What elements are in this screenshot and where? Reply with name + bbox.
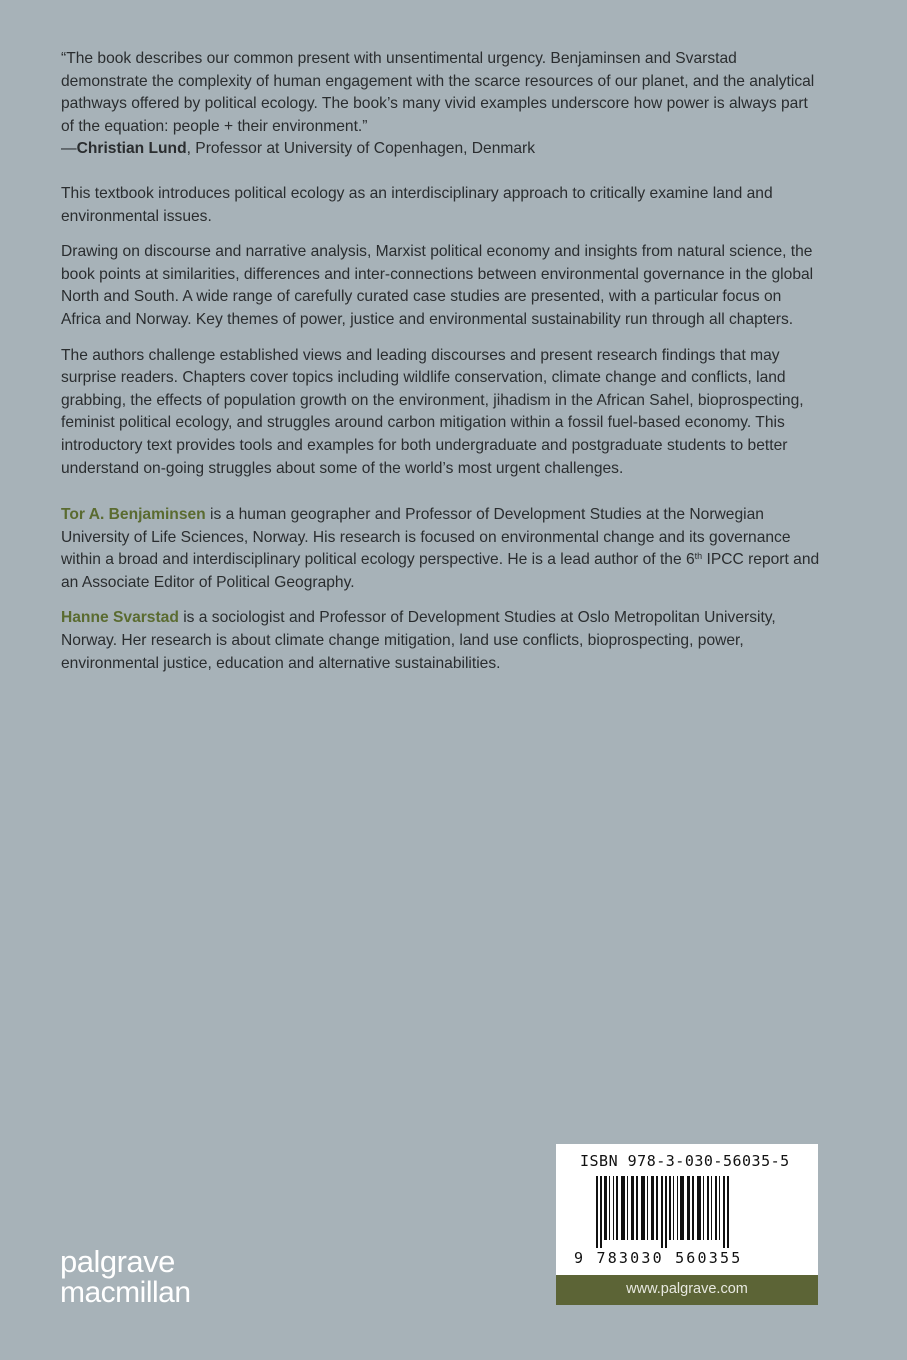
barcode-bar: [703, 1176, 704, 1240]
author-bio-2-text: is a sociologist and Professor of Development Studies at Oslo Metropolitan University, Norway. Her research is about climate change mitigation, land use conflicts, bioprospecting, power, environmental justice, education and alternative sustainabilities.: [61, 609, 776, 672]
barcode-bar: [621, 1176, 625, 1240]
description-paragraph-3: The authors challenge established views and leading discourses and present research findings that may surprise readers. Chapters cover topics including wildlife conservation, climate change and conflicts, land grabbing, the effects of population growth on the environment, jihadism in the African Sahel, bioprospecting, feminist political ecology, and struggles around carbon mitigation within a fossil fuel-based economy. This introductory text provides tools and examples for both undergraduate and postgraduate students to better understand on-going struggles about some of the world’s most urgent challenges.: [61, 346, 804, 477]
barcode-bar: [687, 1176, 690, 1240]
quote-attribution: [61, 138, 823, 161]
barcode-bar: [711, 1176, 712, 1240]
barcode-bar: [697, 1176, 701, 1240]
barcode-bar: [647, 1176, 648, 1240]
description-paragraph-1: This textbook introduces political ecology as an interdisciplinary approach to critically examine land and environmental issues.: [61, 184, 773, 225]
barcode-bar: [631, 1176, 634, 1240]
barcode-bar: [727, 1176, 729, 1248]
ordinal-suffix: th: [694, 551, 703, 562]
quote-dash: —: [61, 140, 77, 158]
barcode-bar: [692, 1176, 694, 1240]
barcode-bar: [609, 1176, 610, 1240]
isbn-number: ISBN 978-3-030-56035-5: [580, 1152, 790, 1170]
logo-line-2: macmillan: [60, 1276, 191, 1309]
barcode-bar: [596, 1176, 598, 1248]
author-bio-1-text: is a human geographer and Professor of Development Studies at the Norwegian University of Life Sciences, Norway. His research is focused on environmental change and its governance within a broad and interdisciplinary political ecology perspective. He is a lead author of the 6: [61, 506, 791, 569]
barcode-bars: [556, 1172, 818, 1250]
description-paragraph-2: Drawing on discourse and narrative analysis, Marxist political economy and insights from natural science, the book points at similarities, differences and inter-connections between environmental governance in the global North and South. A wide range of carefully curated case studies are presented, with a particular focus on Africa and Norway. Key themes of power, justice and environmental sustainability run through all chapters.: [61, 243, 814, 328]
barcode-bar: [680, 1176, 684, 1240]
barcode-bar: [665, 1176, 667, 1248]
barcode-bar: [651, 1176, 654, 1240]
barcode-bar: [627, 1176, 628, 1240]
author-name-1: Tor A. Benjaminsen: [61, 506, 206, 524]
author-bio-1-text-end: IPCC report and an Associate Editor of Political Geography.: [61, 551, 820, 591]
barcode-bar: [604, 1176, 607, 1240]
quote-author: Christian Lund: [76, 140, 187, 158]
barcode-bar: [669, 1176, 671, 1240]
barcode-bar: [715, 1176, 717, 1240]
publisher-website: www.palgrave.com: [556, 1275, 818, 1305]
author-name-2: Hanne Svarstad: [61, 609, 179, 627]
palgrave-macmillan-logo: [60, 1246, 191, 1308]
back-cover-text: [61, 48, 823, 688]
barcode-bar: [656, 1176, 658, 1240]
logo-line-1: palgrave: [60, 1244, 175, 1279]
barcode-bar: [636, 1176, 638, 1240]
barcode-bar: [641, 1176, 645, 1240]
barcode-bar: [673, 1176, 674, 1240]
barcode-bar: [616, 1176, 618, 1240]
endorsement-quote: [61, 48, 823, 161]
author-bio-1: [61, 504, 823, 594]
barcode-bar: [719, 1176, 720, 1240]
isbn-barcode: [556, 1144, 818, 1275]
quote-affiliation: , Professor at University of Copenhagen, Denmark: [186, 140, 536, 158]
barcode-bar: [661, 1176, 663, 1248]
ean-digits: 9 783030 560355: [574, 1249, 743, 1267]
barcode-bar: [613, 1176, 614, 1240]
barcode-bar: [677, 1176, 678, 1240]
barcode-bar: [600, 1176, 602, 1248]
barcode-bar: [707, 1176, 709, 1240]
quote-text: “The book describes our common present with unsentimental urgency. Benjaminsen and Svarstad demonstrate the complexity of human engagement with the scarce resources of our planet, and the analytical pathways offered by political ecology. The book’s many vivid examples underscore how power is always part of the equation: people + their environment.”: [61, 50, 815, 135]
barcode-bar: [723, 1176, 725, 1248]
author-bio-2: [61, 607, 823, 675]
